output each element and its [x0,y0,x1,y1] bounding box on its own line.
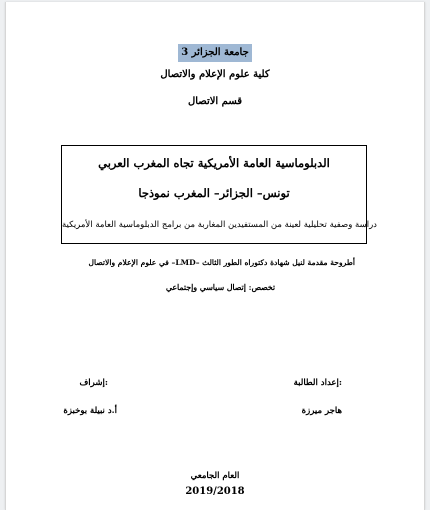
specialization: تخصص: إتصال سياسي وإجتماعي [165,283,275,292]
thesis-title: الدبلوماسية العامة الأمريكية تجاه المغرب العربي [98,156,330,170]
student-name: هاجر ميرزة [301,406,342,416]
preparation-label: إعداد الطالبة: [293,378,342,388]
university-name: جامعة الجزائر 3 [178,44,252,62]
thesis-title-box [61,145,377,244]
thesis-subtitle: تونس– الجزائر– المغرب نموذجا [138,186,290,200]
faculty-name: كلية علوم الإعلام والاتصال [160,69,270,80]
academic-year-label: العام الجامعي [190,471,240,481]
supervisor-name: أ.د نبيلة بوخبزة [63,406,117,416]
thesis-statement: أطروحة مقدمة لنيل شهادة دكتوراه الطور الثالث –LMD– في علوم الإعلام والاتصال [88,258,355,267]
university-header [6,40,424,62]
document-page [5,2,425,510]
department-name: قسم الاتصال [187,96,243,107]
thesis-description: دراسة وصفية تحليلية لعينة من المستفيدين المغاربة من برامج الدبلوماسية العامة الأمريكية [62,220,377,230]
academic-year: 2019/2018 [185,486,245,497]
supervision-label: إشراف: [79,378,108,388]
